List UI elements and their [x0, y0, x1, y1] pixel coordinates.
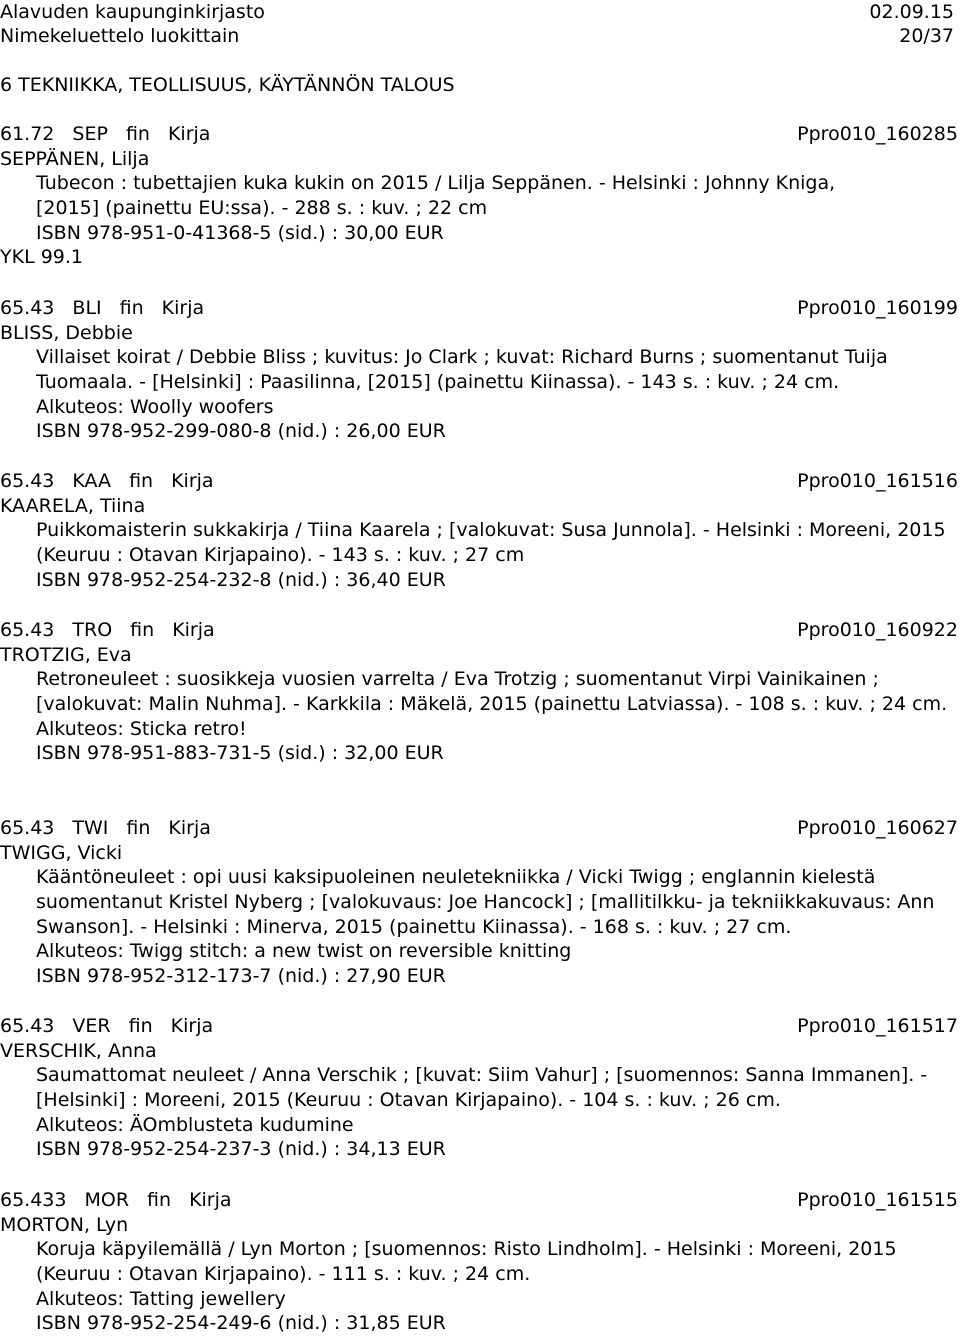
entry-classification-row	[0, 1014, 958, 1039]
language: fin	[147, 1189, 172, 1211]
entry-body	[0, 1237, 958, 1336]
original-title: Alkuteos: Tatting jewellery	[36, 1287, 286, 1310]
isbn-price: ISBN 978-951-0-41368-5 (sid.) : 30,00 EUR	[36, 221, 444, 244]
author: TWIGG, Vicki	[0, 841, 123, 864]
isbn-price: ISBN 978-952-254-232-8 (nid.) : 36,40 EUR	[36, 568, 446, 591]
classification	[0, 1014, 213, 1039]
signum: KAA	[72, 470, 112, 492]
catalog-entry	[0, 618, 958, 766]
record-id: Ppro010_161517	[797, 1015, 958, 1037]
material-type: Kirja	[171, 470, 214, 492]
record-id: Ppro010_160627	[797, 817, 958, 839]
entry-body	[0, 345, 958, 444]
isbn-price: ISBN 978-952-254-237-3 (nid.) : 34,13 EUR	[36, 1138, 446, 1161]
classification	[0, 122, 210, 147]
catalog-entry	[0, 816, 958, 989]
entry-classification-row	[0, 469, 958, 494]
record-id: Ppro010_160922	[797, 619, 958, 641]
language: fin	[125, 123, 150, 145]
record-id: Ppro010_160285	[797, 123, 958, 145]
entry-classification-row	[0, 618, 958, 643]
record-id: Ppro010_160199	[797, 297, 958, 319]
record-id: Ppro010_161515	[797, 1189, 958, 1211]
isbn-price: ISBN 978-952-254-249-6 (nid.) : 31,85 EUR	[36, 1312, 446, 1335]
entry-body	[0, 171, 958, 245]
section-heading: 6 TEKNIIKKA, TEOLLISUUS, KÄYTÄNNÖN TALOUS	[0, 74, 455, 96]
original-title: Alkuteos: ÄOmblusteta kudumine	[36, 1113, 354, 1136]
entry-body	[0, 667, 958, 766]
class-code: 65.433	[0, 1189, 67, 1211]
original-title: Alkuteos: Twigg stitch: a new twist on reversible knitting	[36, 940, 572, 963]
page-number: 20/37	[899, 25, 954, 47]
signum: SEP	[72, 123, 108, 145]
library-name: Alavuden kaupunginkirjasto	[0, 1, 265, 23]
catalog-entry	[0, 1014, 958, 1162]
author: TROTZIG, Eva	[0, 643, 132, 666]
signum: TWI	[72, 817, 109, 839]
classification	[0, 1188, 232, 1213]
description: Villaiset koirat / Debbie Bliss ; kuvitus: Jo Clark ; kuvat: Richard Burns ; suomentanut Tuija Tuomaala. - [Helsinki] : Paasilinna, [2015] (painettu Kiinassa). - 143 s. : kuv. ; 24 cm.	[36, 346, 888, 394]
list-title: Nimekeluettelo luokittain	[0, 25, 240, 47]
page-header-row-1	[0, 0, 954, 25]
material-type: Kirja	[172, 619, 215, 641]
author: SEPPÄNEN, Lilja	[0, 147, 150, 170]
original-title: Alkuteos: Woolly woofers	[36, 395, 274, 418]
catalog-entry	[0, 1188, 958, 1336]
classification	[0, 296, 204, 321]
description: Saumattomat neuleet / Anna Verschik ; [kuvat: Siim Vahur] ; [suomennos: Sanna Immanen]. - [Helsinki] : Moreeni, 2015 (Keuruu : Otavan Kirjapaino). - 104 s. : kuv. ; 26 cm.	[36, 1064, 928, 1112]
description: Puikkomaisterin sukkakirja / Tiina Kaarela ; [valokuvat: Susa Junnola]. - Helsinki : Moreeni, 2015 (Keuruu : Otavan Kirjapaino). - 143 s. : kuv. ; 27 cm	[36, 519, 946, 567]
description: Retroneuleet : suosikkeja vuosien varrelta / Eva Trotzig ; suomentanut Virpi Vainikainen ; [valokuvat: Malin Nuhma]. - Karkkila : Mäkelä, 2015 (painettu Latviassa). - 108 s. : kuv. ; 24 cm.	[36, 668, 948, 716]
classification	[0, 469, 214, 494]
record-id: Ppro010_161516	[797, 470, 958, 492]
author: KAARELA, Tiina	[0, 494, 146, 517]
signum: TRO	[72, 619, 113, 641]
author: VERSCHIK, Anna	[0, 1039, 157, 1062]
author: MORTON, Lyn	[0, 1213, 129, 1236]
class-code: 61.72	[0, 123, 55, 145]
description-line: Tubecon : tubettajien kuka kukin on 2015 / Lilja Seppänen. - Helsinki : Johnny Kniga,	[36, 172, 836, 195]
isbn-price: ISBN 978-952-299-080-8 (nid.) : 26,00 EUR	[36, 420, 446, 443]
signum: MOR	[84, 1189, 130, 1211]
entry-body	[0, 865, 958, 989]
entry-classification-row	[0, 816, 958, 841]
page-header-row-2	[0, 24, 954, 49]
catalog-entry	[0, 122, 958, 270]
description: Koruja käpyilemällä / Lyn Morton ; [suomennos: Risto Lindholm]. - Helsinki : Moreeni, 2015 (Keuruu : Otavan Kirjapaino). - 111 s. : kuv. ; 24 cm.	[36, 1238, 897, 1286]
entry-body	[0, 1063, 958, 1162]
description-line: [2015] (painettu EU:ssa). - 288 s. : kuv. ; 22 cm	[36, 197, 488, 220]
ykl-class: YKL 99.1	[0, 246, 83, 269]
catalog-entry	[0, 469, 958, 592]
class-code: 65.43	[0, 470, 55, 492]
signum: VER	[72, 1015, 111, 1037]
entry-classification-row	[0, 1188, 958, 1213]
language: fin	[130, 619, 155, 641]
class-code: 65.43	[0, 817, 55, 839]
material-type: Kirja	[161, 297, 205, 319]
class-code: 65.43	[0, 1015, 55, 1037]
isbn-price: ISBN 978-951-883-731-5 (sid.) : 32,00 EUR	[36, 742, 444, 765]
language: fin	[128, 1015, 153, 1037]
classification	[0, 816, 211, 841]
isbn-price: ISBN 978-952-312-173-7 (nid.) : 27,90 EUR	[36, 965, 446, 988]
entry-classification-row	[0, 296, 958, 321]
description: Kääntöneuleet : opi uusi kaksipuoleinen neuletekniikka / Vicki Twigg ; englannin kielestä suomentanut Kristel Nyberg ; [valokuvaus: Joe Hancock] ; [mallitilkku- ja tekniikkakuvaus: Ann Swanson]. - Helsinki : Minerva, 2015 (painettu Kiinassa). - 168 s. : kuv. ; 27 cm.	[36, 866, 935, 938]
material-type: Kirja	[168, 817, 211, 839]
material-type: Kirja	[189, 1189, 232, 1211]
class-code: 65.43	[0, 619, 55, 641]
classification	[0, 618, 215, 643]
language: fin	[126, 817, 151, 839]
author: BLISS, Debbie	[0, 321, 133, 344]
material-type: Kirja	[170, 1015, 214, 1037]
language: fin	[129, 470, 154, 492]
entry-body	[0, 518, 958, 592]
entry-classification-row	[0, 122, 958, 147]
language: fin	[119, 297, 144, 319]
print-date: 02.09.15	[869, 1, 954, 23]
original-title: Alkuteos: Sticka retro!	[36, 717, 247, 740]
material-type: Kirja	[167, 123, 211, 145]
signum: BLI	[72, 297, 102, 319]
class-code: 65.43	[0, 297, 55, 319]
catalog-entry	[0, 296, 958, 444]
